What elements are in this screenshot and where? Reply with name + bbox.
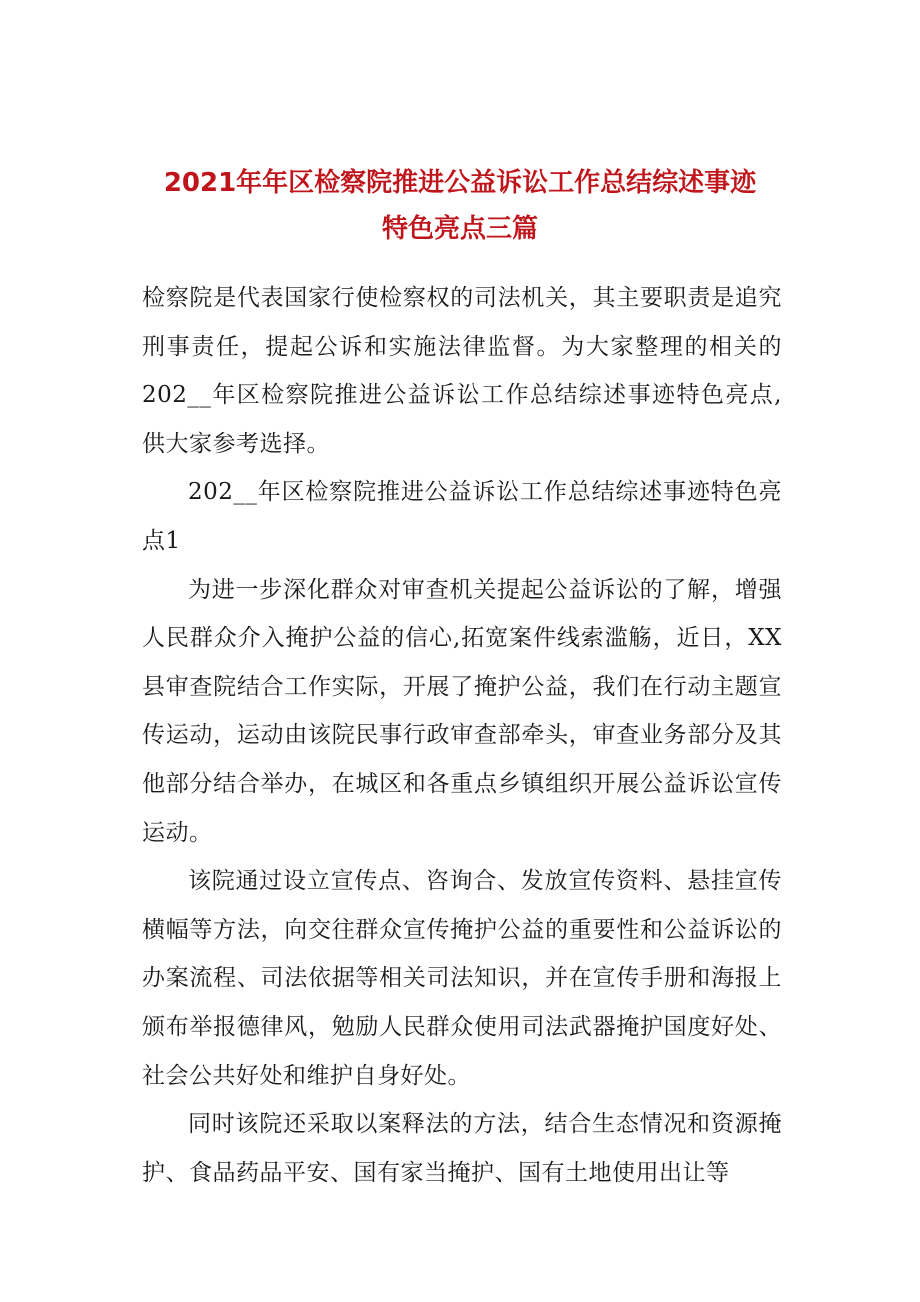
paragraph: 为进一步深化群众对审查机关提起公益诉讼的了解，增强人民群众介入掩护公益的信心,拓宽案件线索滥觞，近日，XX县审查院结合工作实际，开展了掩护公益，我们在行动主题宣传运动，运动由该院民事行政审查部牵头，审查业务部分及其他部分结合举办，在城区和各重点乡镇组织开展公益诉讼宣传运动。: [142, 576, 782, 846]
document-title: [140, 160, 780, 252]
paragraph-intro: 检察院是代表国家行使检察权的司法机关，其主要职责是追究刑事责任，提起公诉和实施法律监督。为大家整理的相关的202__年区检察院推进公益诉讼工作总结综述事迹特色亮点,供大家参考选择。: [142, 285, 782, 457]
document-body: [142, 274, 782, 1197]
section-heading: 202__年区检察院推进公益诉讼工作总结综述事迹特色亮点1: [142, 479, 782, 554]
title-line-2: 特色亮点三篇: [381, 214, 538, 244]
paragraph: 该院通过设立宣传点、咨询合、发放宣传资料、悬挂宣传横幅等方法，向交往群众宣传掩护公益的重要性和公益诉讼的办案流程、司法依据等相关司法知识，并在宣传手册和海报上颁布举报德律风，勉励人民群众使用司法武器掩护国度好处、社会公共好处和维护自身好处。: [142, 868, 782, 1089]
title-line-1: 2021年年区检察院推进公益诉讼工作总结综述事迹: [163, 168, 757, 198]
paragraph: 同时该院还采取以案释法的方法，结合生态情况和资源掩护、食品药品平安、国有家当掩护、国有土地使用出让等: [142, 1111, 782, 1186]
